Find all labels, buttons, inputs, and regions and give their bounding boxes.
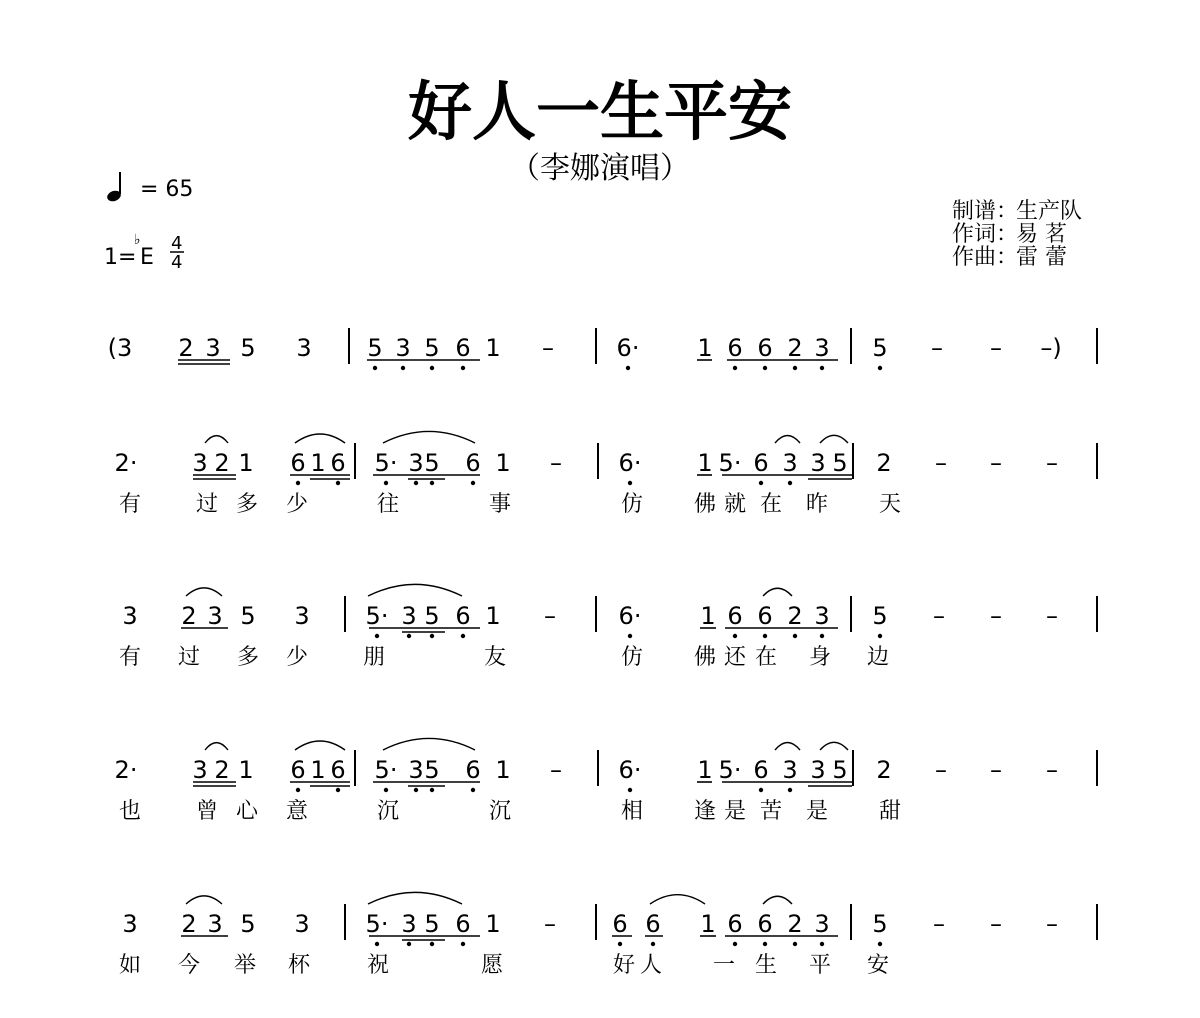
- note: 5·: [365, 602, 389, 630]
- note: 3: [782, 756, 798, 784]
- note: –: [990, 449, 1002, 477]
- note: –): [1040, 334, 1062, 362]
- octave-dot: [414, 788, 418, 792]
- octave-dot: [430, 788, 434, 792]
- credit-name: 生产队: [1016, 199, 1083, 224]
- lyric: 仿: [620, 645, 644, 670]
- note: 2·: [114, 756, 138, 784]
- octave-dot: [820, 942, 824, 946]
- note: 1: [485, 910, 501, 938]
- note: 2: [787, 602, 803, 630]
- note: 3: [408, 449, 424, 477]
- note: –: [1046, 602, 1058, 630]
- credit-label: 制谱：: [952, 199, 1019, 224]
- lyric: 愿: [480, 953, 504, 978]
- octave-dot: [628, 634, 632, 638]
- octave-dot: [375, 942, 379, 946]
- slur: [650, 895, 705, 904]
- octave-dot: [793, 634, 797, 638]
- lyric: 也: [118, 799, 142, 824]
- note: –: [542, 334, 554, 362]
- notation-row: [115, 738, 1097, 824]
- notation-row: [119, 892, 1097, 978]
- note: 5: [424, 602, 440, 630]
- note: 2: [214, 449, 230, 477]
- lyric: 有: [118, 492, 142, 517]
- note: 6: [753, 449, 769, 477]
- note: 1: [485, 602, 501, 630]
- lyric: 过: [195, 492, 219, 517]
- lyric: 事: [488, 492, 512, 517]
- lyric: 天: [878, 492, 902, 517]
- note: 3: [294, 910, 310, 938]
- note: 3: [192, 756, 208, 784]
- lyric: 友: [483, 645, 507, 670]
- note: 6: [455, 602, 471, 630]
- lyric: 边: [866, 645, 890, 670]
- octave-dot: [628, 788, 632, 792]
- lyric: 多: [235, 492, 259, 517]
- note: 6: [727, 910, 743, 938]
- note: 1: [495, 449, 511, 477]
- note: 3: [205, 334, 221, 362]
- slur: [186, 588, 222, 596]
- note: 3: [401, 602, 417, 630]
- slur: [820, 742, 848, 750]
- note: 5: [424, 910, 440, 938]
- slur: [295, 741, 345, 750]
- note: 1: [697, 756, 713, 784]
- lyric: 在: [759, 492, 783, 517]
- octave-dot: [430, 481, 434, 485]
- note: 5: [872, 334, 888, 362]
- note: 3: [207, 602, 223, 630]
- lyric: 佛: [693, 645, 717, 670]
- key-prefix: 1=: [104, 245, 137, 270]
- lyric: 少: [285, 492, 309, 517]
- slur: [775, 743, 800, 751]
- octave-dot: [820, 634, 824, 638]
- note: 3: [122, 910, 138, 938]
- credit-name: 易 茗: [1016, 222, 1067, 247]
- octave-dot: [759, 788, 763, 792]
- octave-dot: [336, 788, 340, 792]
- slur: [205, 743, 228, 750]
- lyric: 安: [866, 953, 890, 978]
- note: –: [935, 449, 947, 477]
- octave-dot: [733, 634, 737, 638]
- lyric: 多: [236, 645, 260, 670]
- note: –: [931, 334, 943, 362]
- note: 5·: [374, 449, 398, 477]
- octave-dot: [626, 366, 630, 370]
- note: 3: [408, 756, 424, 784]
- octave-dot: [384, 481, 388, 485]
- lyric: 是: [805, 799, 829, 824]
- note: 6: [330, 756, 346, 784]
- lyric: 人: [639, 953, 663, 978]
- note: 5·: [718, 756, 742, 784]
- note: –: [990, 334, 1002, 362]
- note: 3: [192, 449, 208, 477]
- slur: [383, 738, 475, 750]
- tempo-value: = 65: [140, 177, 194, 202]
- note: 3: [207, 910, 223, 938]
- octave-dot: [296, 788, 300, 792]
- note: –: [990, 910, 1002, 938]
- note: 6·: [618, 756, 642, 784]
- note: –: [990, 602, 1002, 630]
- note: 1: [238, 449, 254, 477]
- quarter-note-icon: [106, 172, 123, 203]
- octave-dot: [759, 481, 763, 485]
- note: –: [935, 756, 947, 784]
- note: 5: [240, 910, 256, 938]
- octave-dot: [878, 366, 882, 370]
- lyric: 朋: [362, 645, 386, 670]
- note: 5: [424, 334, 440, 362]
- note: 6: [757, 910, 773, 938]
- note: –: [1046, 910, 1058, 938]
- note: 3: [395, 334, 411, 362]
- note: 3: [294, 602, 310, 630]
- note: 3: [296, 334, 312, 362]
- lyric: 就: [723, 492, 747, 517]
- lyric: 甜: [878, 799, 902, 824]
- note: 2: [876, 449, 892, 477]
- note: 3: [122, 602, 138, 630]
- note: –: [550, 756, 562, 784]
- note: 2: [178, 334, 194, 362]
- slur: [205, 436, 228, 443]
- slur: [763, 588, 792, 596]
- note: 5: [240, 334, 256, 362]
- octave-dot: [628, 481, 632, 485]
- lyric: 如: [118, 953, 142, 978]
- note: 1: [697, 334, 713, 362]
- lyric: 逢: [693, 799, 717, 824]
- note: 5: [872, 602, 888, 630]
- note: –: [1046, 449, 1058, 477]
- octave-dot: [763, 942, 767, 946]
- octave-dot: [336, 481, 340, 485]
- notation-rows: [108, 328, 1097, 978]
- slur: [368, 892, 462, 904]
- lyric: 佛: [693, 492, 717, 517]
- key-letter: E: [140, 245, 154, 270]
- note: 6: [330, 449, 346, 477]
- octave-dot: [733, 366, 737, 370]
- notation-row: [108, 328, 1097, 370]
- note: 2: [876, 756, 892, 784]
- octave-dot: [461, 942, 465, 946]
- note: 3: [782, 449, 798, 477]
- lyric: 身: [808, 645, 832, 670]
- note: 6: [455, 334, 471, 362]
- note: 5: [240, 602, 256, 630]
- octave-dot: [878, 942, 882, 946]
- note: 1: [485, 334, 501, 362]
- note: 5: [367, 334, 383, 362]
- note: 5: [832, 449, 848, 477]
- note: –: [544, 910, 556, 938]
- note: –: [933, 910, 945, 938]
- lyric: 一: [712, 953, 736, 978]
- octave-dot: [401, 366, 405, 370]
- note: 1: [238, 756, 254, 784]
- notation-row: [119, 584, 1097, 670]
- lyric: 心: [235, 799, 259, 824]
- octave-dot: [430, 634, 434, 638]
- note: 2·: [114, 449, 138, 477]
- lyric: 举: [233, 953, 257, 978]
- slur: [368, 584, 462, 596]
- octave-dot: [471, 788, 475, 792]
- slur: [383, 431, 475, 443]
- octave-dot: [820, 366, 824, 370]
- octave-dot: [763, 634, 767, 638]
- note: 6: [465, 756, 481, 784]
- note: 5·: [718, 449, 742, 477]
- credit-label: 作曲：: [952, 245, 1019, 270]
- note: 2: [214, 756, 230, 784]
- note: 6: [290, 756, 306, 784]
- lyric: 生: [754, 953, 778, 978]
- note: 6: [645, 910, 661, 938]
- lyric: 过: [177, 645, 201, 670]
- note: 6·: [616, 334, 640, 362]
- lyric: 还: [723, 645, 747, 670]
- octave-dot: [878, 634, 882, 638]
- note: (3: [107, 334, 133, 362]
- lyric: 相: [620, 799, 644, 824]
- lyric: 往: [376, 492, 400, 517]
- note: 6: [465, 449, 481, 477]
- lyric: 沉: [488, 799, 512, 824]
- octave-dot: [373, 366, 377, 370]
- note: 3: [814, 334, 830, 362]
- octave-dot: [296, 481, 300, 485]
- octave-dot: [461, 634, 465, 638]
- lyric: 在: [754, 645, 778, 670]
- note: 6: [727, 334, 743, 362]
- lyric: 杯: [287, 953, 311, 978]
- octave-dot: [407, 942, 411, 946]
- note: 6: [753, 756, 769, 784]
- lyric: 仿: [620, 492, 644, 517]
- note: 1: [310, 756, 326, 784]
- note: 5: [832, 756, 848, 784]
- octave-dot: [793, 942, 797, 946]
- note: –: [1046, 756, 1058, 784]
- octave-dot: [430, 366, 434, 370]
- octave-dot: [618, 942, 622, 946]
- note: 3: [814, 910, 830, 938]
- note: 2: [787, 910, 803, 938]
- note: –: [550, 449, 562, 477]
- time-signature-top: 4: [171, 233, 183, 254]
- song-title: 好人一生平安: [408, 76, 792, 150]
- credit-label: 作词：: [952, 222, 1019, 247]
- lyric: 少: [285, 645, 309, 670]
- lyric: 意: [285, 799, 309, 824]
- octave-dot: [461, 366, 465, 370]
- lyric: 曾: [195, 799, 219, 824]
- slur: [186, 896, 222, 904]
- note: 3: [810, 756, 826, 784]
- slur: [295, 434, 345, 443]
- note: 1: [495, 756, 511, 784]
- note: 1: [700, 602, 716, 630]
- note: 6: [757, 602, 773, 630]
- note: 5: [424, 449, 440, 477]
- note: 6: [290, 449, 306, 477]
- octave-dot: [788, 481, 792, 485]
- note: 2: [787, 334, 803, 362]
- lyric: 是: [723, 799, 747, 824]
- octave-dot: [384, 788, 388, 792]
- note: –: [544, 602, 556, 630]
- note: 5·: [374, 756, 398, 784]
- octave-dot: [430, 942, 434, 946]
- note: 5: [872, 910, 888, 938]
- lyric: 好: [612, 953, 636, 978]
- note: 3: [810, 449, 826, 477]
- credits: [952, 199, 1082, 270]
- note: 6: [455, 910, 471, 938]
- lyric: 昨: [805, 492, 829, 517]
- note: 1: [310, 449, 326, 477]
- note: 2: [181, 602, 197, 630]
- note: 5: [424, 756, 440, 784]
- note: 2: [181, 910, 197, 938]
- slur: [763, 896, 792, 904]
- octave-dot: [733, 942, 737, 946]
- notation-row: [115, 431, 1097, 517]
- flat-icon: ♭: [134, 232, 141, 248]
- note: 3: [814, 602, 830, 630]
- note: 6: [757, 334, 773, 362]
- octave-dot: [407, 634, 411, 638]
- lyric: 祝: [366, 953, 390, 978]
- octave-dot: [788, 788, 792, 792]
- note: 3: [401, 910, 417, 938]
- lyric: 今: [177, 953, 201, 978]
- note: 6·: [618, 449, 642, 477]
- octave-dot: [375, 634, 379, 638]
- octave-dot: [793, 366, 797, 370]
- slur: [775, 436, 800, 444]
- song-subtitle: （李娜演唱）: [510, 151, 690, 186]
- octave-dot: [471, 481, 475, 485]
- note: 1: [697, 449, 713, 477]
- time-signature-bottom: 4: [171, 252, 183, 273]
- note: 6: [612, 910, 628, 938]
- note: 1: [700, 910, 716, 938]
- lyric: 平: [808, 953, 832, 978]
- octave-dot: [763, 366, 767, 370]
- note: –: [933, 602, 945, 630]
- lyric: 苦: [759, 799, 783, 824]
- note: 6·: [618, 602, 642, 630]
- credit-name: 雷 蕾: [1016, 245, 1067, 270]
- slur: [820, 435, 848, 443]
- octave-dot: [414, 481, 418, 485]
- note: 6: [727, 602, 743, 630]
- lyric: 有: [118, 645, 142, 670]
- octave-dot: [651, 942, 655, 946]
- note: –: [990, 756, 1002, 784]
- note: 5·: [365, 910, 389, 938]
- lyric: 沉: [376, 799, 400, 824]
